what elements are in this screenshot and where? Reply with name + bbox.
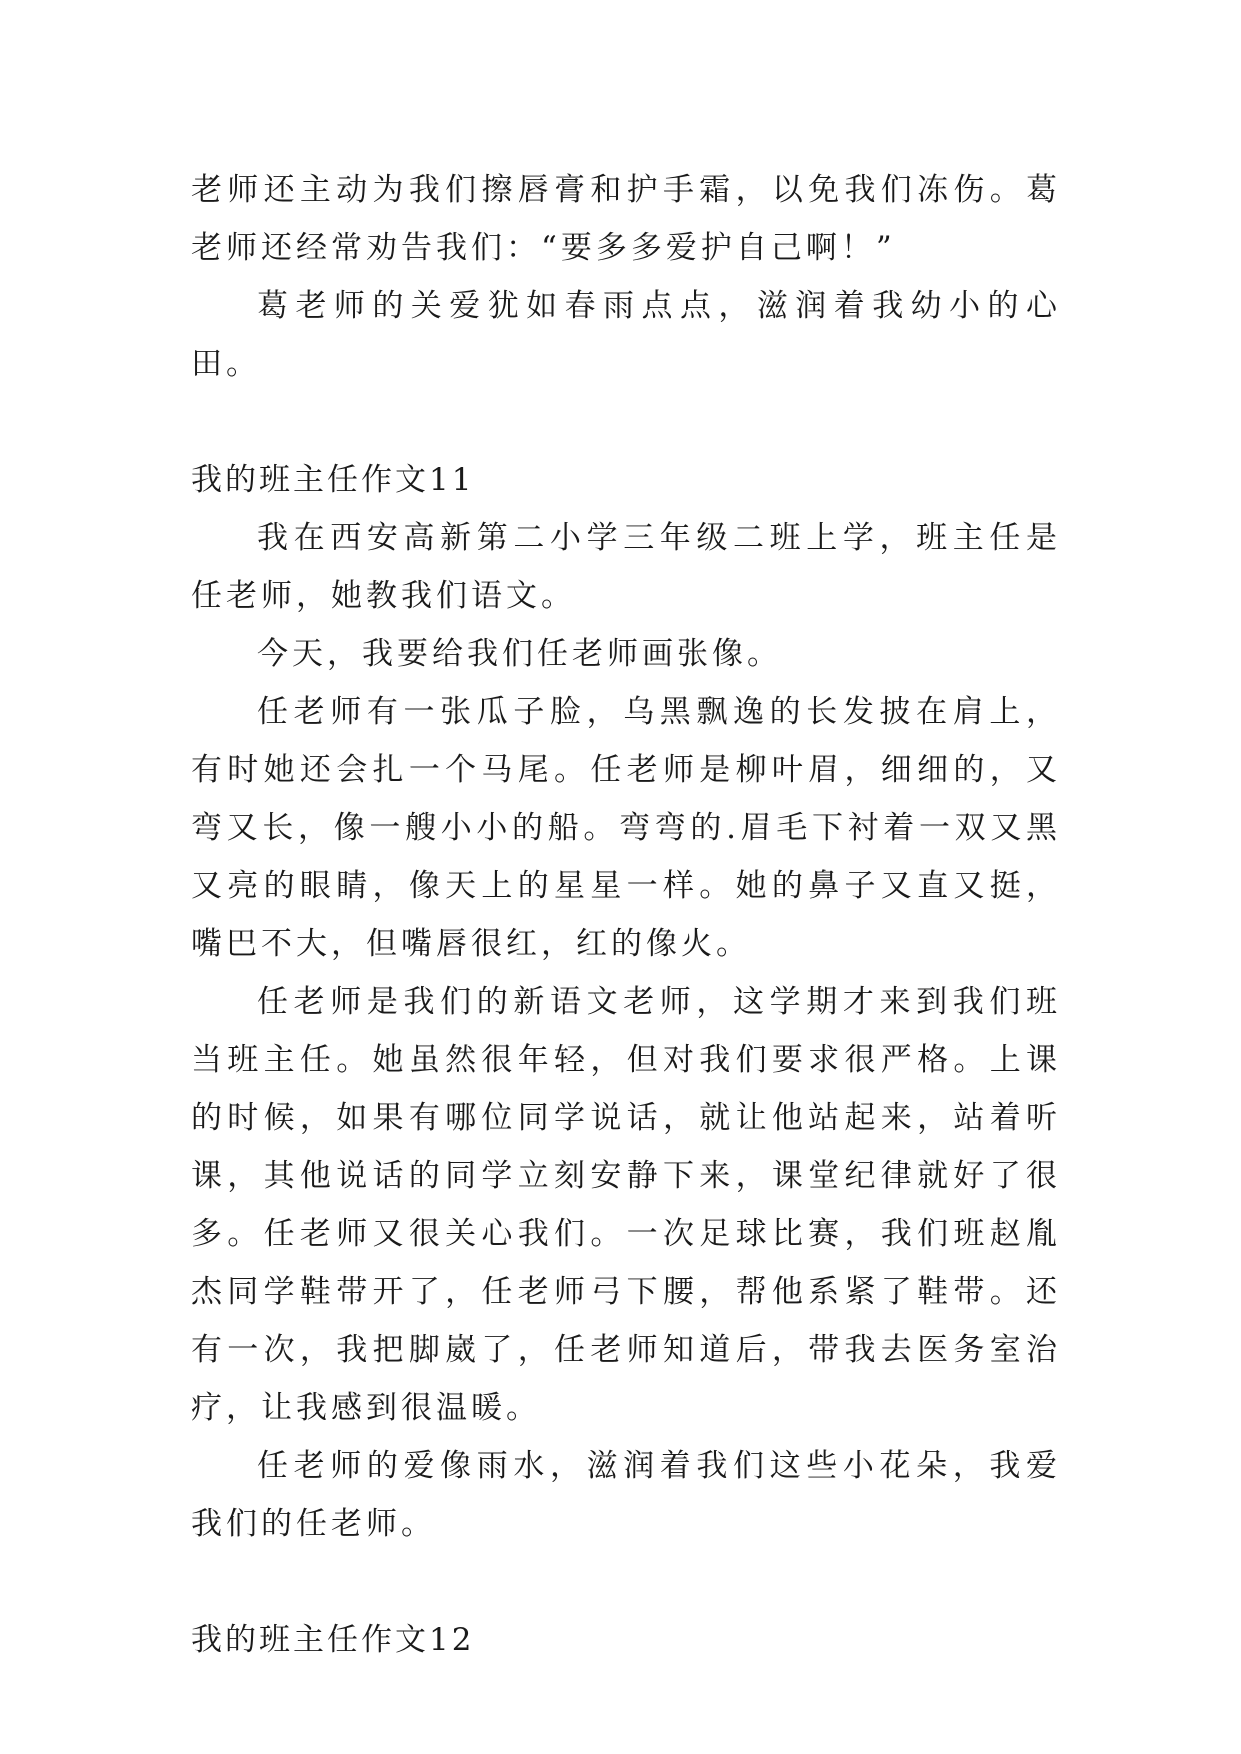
paragraph: 今天，我要给我们任老师画张像。 <box>257 636 782 672</box>
paragraph: 任老师是我们的新语文老师，这学期才来到我们班当班主任。她虽然很年轻，但对我们要求很严格。上课的时候，如果有哪位同学说话，就让他站起来，站着听课，其他说话的同学立刻安静下来，课堂纪律就好了很多。任老师又很关心我们。一次足球比赛，我们班赵胤杰同学鞋带开了，任老师弓下腰，帮他系紧了鞋带。还有一次，我把脚崴了，任老师知道后，带我去医务室治疗，让我感到很温暖。 <box>191 984 1061 1426</box>
section-heading-11: 我的班主任作文11 <box>191 462 475 498</box>
paragraph-continued: 老师还主动为我们擦唇膏和护手霜，以免我们冻伤。葛老师还经常劝告我们：“要多多爱护自己啊！” <box>191 172 1061 266</box>
paragraph: 任老师的爱像雨水，滋润着我们这些小花朵，我爱我们的任老师。 <box>191 1448 1061 1542</box>
paragraph: 我在西安高新第二小学三年级二班上学，班主任是任老师，她教我们语文。 <box>191 520 1061 614</box>
paragraph: 任老师有一张瓜子脸，乌黑飘逸的长发披在肩上，有时她还会扎一个马尾。任老师是柳叶眉，细细的，又弯又长，像一艘小小的船。弯弯的.眉毛下衬着一双又黑又亮的眼睛，像天上的星星一样。她的鼻子又直又挺，嘴巴不大，但嘴唇很红，红的像火。 <box>191 694 1061 962</box>
section-heading-12: 我的班主任作文12 <box>191 1622 475 1658</box>
paragraph: 葛老师的关爱犹如春雨点点，滋润着我幼小的心田。 <box>191 288 1061 382</box>
blank-line <box>191 393 1061 451</box>
document-body <box>191 161 1061 1669</box>
blank-line <box>191 1553 1061 1611</box>
